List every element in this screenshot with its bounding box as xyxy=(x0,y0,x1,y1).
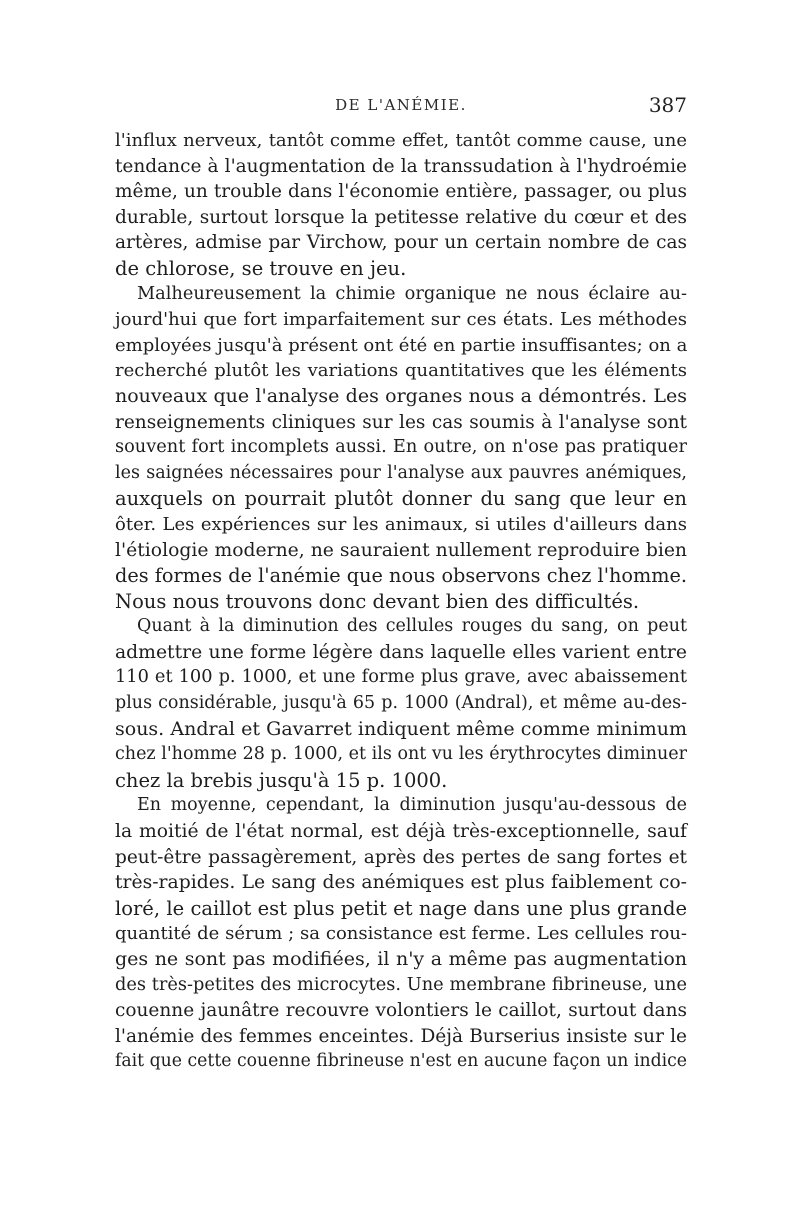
text-line: l'influx nerveux, tantôt comme effet, tantôt comme cause, une xyxy=(115,130,687,151)
page-number: 387 xyxy=(648,93,687,117)
text-line: couenne jaunâtre recouvre volontiers le caillot, surtout dans xyxy=(115,1000,687,1022)
text-line: des formes de l'anémie que nous observons chez l'homme. xyxy=(115,564,687,588)
text-line: très-rapides. Le sang des anémiques est plus faiblement co- xyxy=(115,872,687,894)
text-line: durable, surtout lorsque la petitesse relative du cœur et des xyxy=(115,206,687,228)
text-line: souvent fort incomplets aussi. En outre, on n'ose pas pratiquer xyxy=(115,437,687,458)
text-line: ôter. Les expériences sur les animaux, si utiles d'ailleurs dans xyxy=(115,513,687,535)
text-line: de chlorose, se trouve en jeu. xyxy=(115,256,407,280)
paragraph-1 xyxy=(115,128,687,282)
text-line: peut-être passagèrement, après des pertes de sang fortes et xyxy=(115,846,687,868)
text-line: artères, admise par Virchow, pour un certain nombre de cas xyxy=(115,232,687,254)
text-line: auxquels on pourrait plutôt donner du sang que leur en xyxy=(115,487,687,511)
text-line: quantité de sérum ; sa consistance est ferme. Les cellules rou- xyxy=(115,923,687,945)
paragraph-3 xyxy=(115,614,687,793)
text-line: plus considérable, jusqu'à 65 p. 1000 (Andral), et même au-des- xyxy=(115,693,687,714)
paragraph-4 xyxy=(115,793,687,1075)
running-head xyxy=(115,93,687,120)
text-line: fait que cette couenne fibrineuse n'est en aucune façon un indice xyxy=(115,1051,687,1072)
text-line: employées jusqu'à présent ont été en partie insuffisantes; on a xyxy=(115,334,688,356)
text-line: Quant à la diminution des cellules rouges du sang, on peut xyxy=(137,616,687,637)
text-line: ges ne sont pas modifiées, il n'y a même pas augmentation xyxy=(115,948,687,970)
running-title: DE L'ANÉMIE. xyxy=(335,96,467,114)
text-line: jourd'hui que fort imparfaitement sur ces états. Les méthodes xyxy=(115,309,687,331)
paragraph-2 xyxy=(115,282,687,615)
text-line: Nous nous trouvons donc devant bien des difficultés. xyxy=(115,589,640,613)
text-line: chez l'homme 28 p. 1000, et ils ont vu les érythrocytes diminuer xyxy=(115,744,687,765)
text-line: nouveaux que l'analyse des organes nous a démontrés. Les xyxy=(115,384,687,407)
text-line: En moyenne, cependant, la diminution jusqu'au-dessous de xyxy=(137,795,687,816)
text-line: l'anémie des femmes enceintes. Déjà Burserius insiste sur le xyxy=(115,1025,687,1047)
text-line: renseignements cliniques sur les cas soumis à l'analyse sont xyxy=(115,411,687,433)
body-text xyxy=(115,128,687,1075)
text-line: loré, le caillot est plus petit et nage dans une plus grande xyxy=(115,896,687,920)
text-line: les saignées nécessaires pour l'analyse aux pauvres anémiques, xyxy=(115,462,687,483)
text-line: Malheureusement la chimie organique ne nous éclaire au- xyxy=(137,283,687,304)
text-line: chez la brebis jusqu'à 15 p. 1000. xyxy=(115,768,448,792)
text-line: sous. Andral et Gavarret indiquent même comme minimum xyxy=(115,717,687,740)
text-line: 110 et 100 p. 1000, et une forme plus grave, avec abaissement xyxy=(115,667,687,688)
text-line: tendance à l'augmentation de la transsudation à l'hydroémie xyxy=(115,155,687,177)
text-line: admettre une forme légère dans laquelle elles varient entre xyxy=(115,641,687,663)
text-line: même, un trouble dans l'économie entière, passager, ou plus xyxy=(115,181,687,203)
text-line: l'étiologie moderne, ne sauraient nullement reproduire bien xyxy=(115,539,687,561)
text-line: recherché plutôt les variations quantitatives que les éléments xyxy=(115,360,687,382)
text-line: des très-petites des microcytes. Une membrane fibrineuse, une xyxy=(115,974,687,995)
text-line: la moitié de l'état normal, est déjà très-exceptionnelle, sauf xyxy=(115,821,687,843)
